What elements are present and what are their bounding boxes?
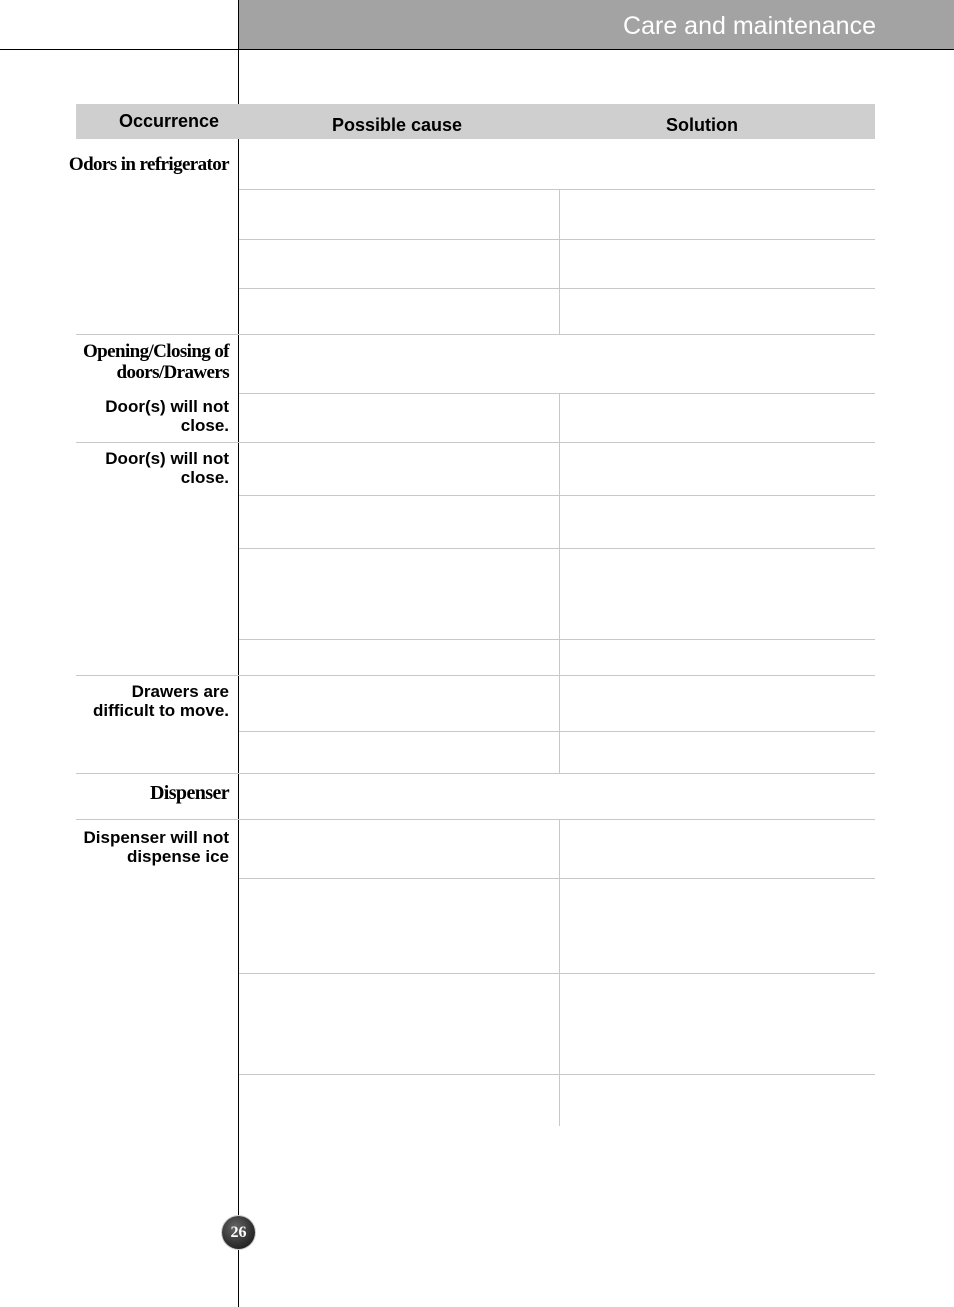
occurrence-line: Door(s) will not bbox=[105, 449, 229, 468]
occurrence-line: close. bbox=[180, 416, 229, 435]
row-divider bbox=[239, 393, 875, 394]
row-divider bbox=[76, 442, 875, 443]
row-divider bbox=[239, 639, 875, 640]
row-divider bbox=[239, 189, 875, 190]
occurrence-line: difficult to move. bbox=[93, 701, 229, 720]
row-divider bbox=[239, 548, 875, 549]
occurrence-line: close. bbox=[180, 468, 229, 487]
section-dispenser: Dispenser bbox=[149, 782, 229, 804]
occurrence-doors-not-close bbox=[105, 449, 229, 487]
occurrence-line: dispense ice bbox=[126, 847, 229, 866]
occurrence-drawers-difficult bbox=[93, 682, 229, 720]
occurrence-line: Drawers are bbox=[131, 682, 229, 701]
header-possible-cause: Possible cause bbox=[332, 115, 463, 135]
section-title-line: doors/Drawers bbox=[116, 362, 229, 383]
section-divider bbox=[76, 334, 875, 335]
column-divider bbox=[559, 676, 560, 773]
row-divider bbox=[239, 239, 875, 240]
row-divider bbox=[239, 731, 875, 732]
row-divider bbox=[239, 878, 875, 879]
section-divider bbox=[76, 773, 875, 774]
left-margin-line bbox=[238, 0, 239, 1307]
section-opening-closing bbox=[83, 341, 229, 383]
column-divider bbox=[559, 394, 560, 675]
occurrence-dispenser-no-ice bbox=[84, 828, 229, 866]
occurrence-line: Dispenser will not bbox=[83, 828, 229, 847]
row-divider bbox=[239, 973, 875, 974]
row-divider bbox=[239, 495, 875, 496]
section-divider bbox=[76, 819, 875, 820]
page-number-badge: 26 bbox=[222, 1216, 255, 1249]
row-divider bbox=[239, 1074, 875, 1075]
row-divider bbox=[76, 675, 875, 676]
occurrence-line: Door(s) will not bbox=[105, 397, 229, 416]
header-occurrence: Occurrence bbox=[119, 111, 220, 131]
section-odors: Odors in refrigerator bbox=[68, 154, 229, 175]
header-solution: Solution bbox=[666, 115, 738, 135]
column-divider bbox=[559, 190, 560, 334]
row-divider bbox=[239, 288, 875, 289]
header-rule bbox=[0, 49, 954, 50]
page-title: Care and maintenance bbox=[623, 12, 876, 40]
occurrence-doors-not-close bbox=[105, 397, 229, 435]
section-title-line: Opening/Closing of bbox=[83, 341, 229, 362]
